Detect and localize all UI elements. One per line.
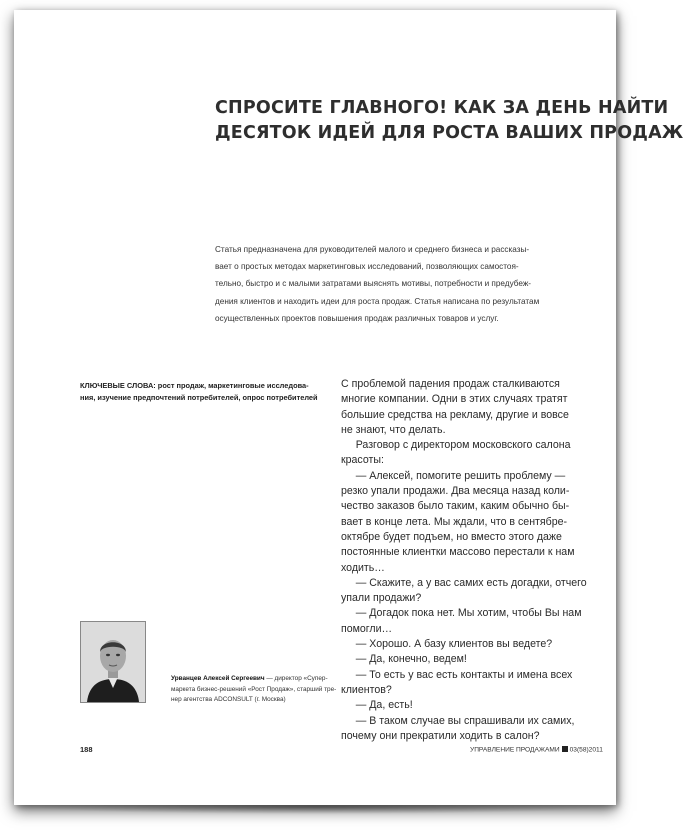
body-line: упали продажи? xyxy=(341,592,422,605)
title-line-2: ДЕСЯТОК ИДЕЙ ДЛЯ РОСТА ВАШИХ ПРОДАЖ xyxy=(215,123,683,143)
body-line: вает в конце лета. Мы ждали, что в сентябре- xyxy=(341,515,568,528)
square-bullet-icon xyxy=(562,746,568,752)
author-portrait-icon xyxy=(81,622,145,702)
body-line: — Скажите, а у вас самих есть догадки, отчего xyxy=(341,576,587,589)
lead-line: тельно, быстро и с малыми затратами выяснять мотивы, потребности и предубеж- xyxy=(215,279,532,289)
page-number: 188 xyxy=(80,745,93,754)
author-name: Урванцев Алексей Сергеевич xyxy=(171,675,265,682)
author-line xyxy=(171,674,331,685)
keywords-line: КЛЮЧЕВЫЕ СЛОВА: рост продаж, маркетинговые исследова- xyxy=(80,381,309,390)
body-line: красоты: xyxy=(341,454,384,467)
body-line: — То есть у вас есть контакты и имена всех xyxy=(341,668,573,681)
author-bio xyxy=(171,674,337,706)
author-text: — директор «Супер- xyxy=(264,675,328,682)
body-line: многие компании. Одни в этих случаях тратят xyxy=(341,393,568,406)
body-line: помогли… xyxy=(341,622,393,635)
body-line: резко упали продажи. Два месяца назад коли- xyxy=(341,485,570,498)
lead-line: осуществленных проектов повышения продаж различных товаров и услуг. xyxy=(215,313,499,323)
body-line: большие средства на рекламу, другие и вовсе xyxy=(341,408,569,421)
body-line: — Да, конечно, ведем! xyxy=(341,653,467,666)
article-lead xyxy=(215,241,587,327)
body-line: — Догадок пока нет. Мы хотим, чтобы Вы нам xyxy=(341,607,582,620)
issue-number: 03(58)2011 xyxy=(569,746,603,754)
lead-line: дения клиентов и находить идеи для роста продаж. Статья написана по результатам xyxy=(215,296,540,306)
author-line: нер агентства ADCONSULT (г. Москва) xyxy=(171,696,286,703)
body-line: клиентов? xyxy=(341,683,392,696)
title-line-1: СПРОСИТЕ ГЛАВНОГО! КАК ЗА ДЕНЬ НАЙТИ xyxy=(215,98,669,118)
article-body xyxy=(341,377,591,744)
author-line: маркета бизнес-решений «Рост Продаж», старший тре- xyxy=(171,685,337,693)
body-line: октябре будет подъем, но вместо этого даже xyxy=(341,530,562,543)
body-line: не знают, что делать. xyxy=(341,423,446,436)
lead-line: Статья предназначена для руководителей малого и среднего бизнеса и рассказы- xyxy=(215,245,530,254)
body-line: С проблемой падения продаж сталкиваются xyxy=(341,378,560,390)
author-photo xyxy=(80,621,146,703)
body-line: чество заказов было таким, каким обычно бы- xyxy=(341,500,570,513)
body-line: — Алексей, помогите решить проблему — xyxy=(341,469,566,482)
body-line: — Хорошо. А базу клиентов вы ведете? xyxy=(341,638,553,651)
magazine-name: УПРАВЛЕНИЕ ПРОДАЖАМИ xyxy=(470,746,560,754)
running-footer xyxy=(470,746,603,754)
body-line: Разговор с директором московского салона xyxy=(341,439,571,452)
body-line: — Да, есть! xyxy=(341,699,413,712)
body-line: — В таком случае вы спрашивали их самих, xyxy=(341,714,575,727)
lead-line: вает о простых методах маркетинговых исследований, позволяющих самостоя- xyxy=(215,262,519,272)
keywords-line: ния, изучение предпочтений потребителей, опрос потребителей xyxy=(80,393,318,402)
body-line: ходить… xyxy=(341,561,385,574)
keywords-block xyxy=(80,380,325,404)
body-line: почему они прекратили ходить в салон? xyxy=(341,729,540,742)
article-title xyxy=(215,96,683,146)
body-line: постоянные клиентки массово перестали к нам xyxy=(341,546,575,559)
